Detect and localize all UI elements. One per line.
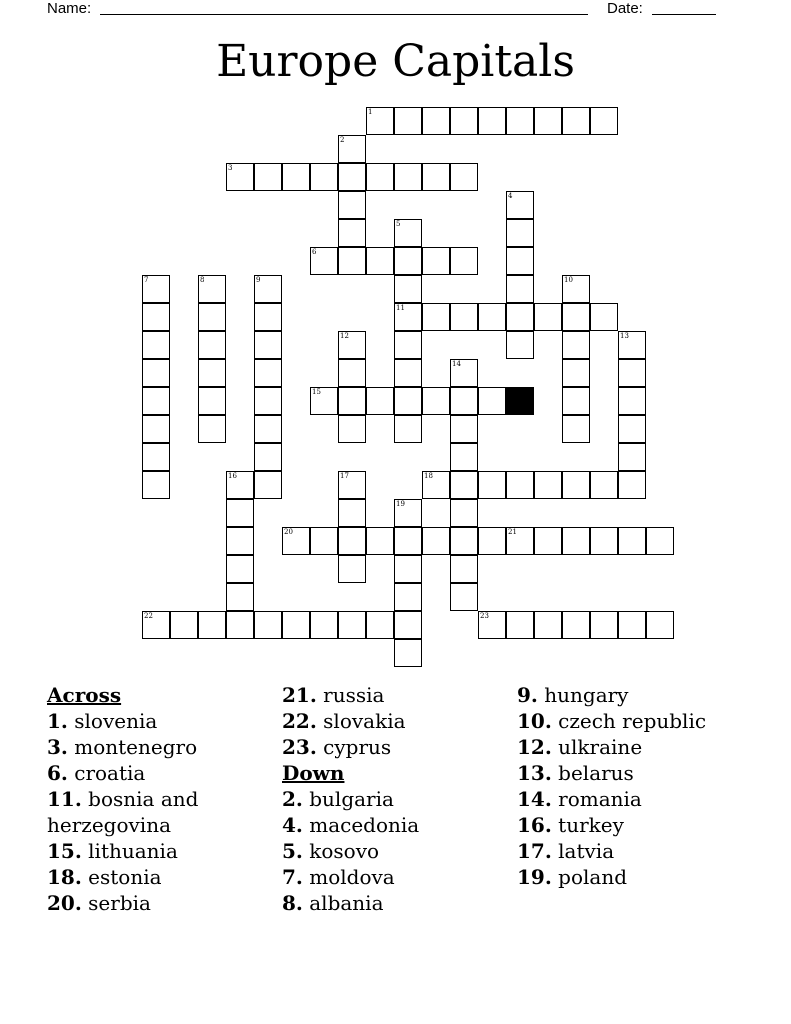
crossword-cell[interactable]	[254, 471, 282, 499]
cell-number: 7	[144, 276, 149, 284]
crossword-cell[interactable]	[226, 527, 254, 555]
crossword-cell[interactable]	[366, 387, 394, 415]
clue-answer-text: latvia	[551, 839, 615, 863]
crossword-cell[interactable]	[450, 583, 478, 611]
crossword-cell[interactable]	[506, 611, 534, 639]
clue-number: 1.	[47, 709, 68, 733]
crossword-cell[interactable]	[394, 387, 422, 415]
clue-number: 17.	[517, 839, 552, 863]
crossword-cell[interactable]	[282, 611, 310, 639]
crossword-cell[interactable]	[450, 247, 478, 275]
crossword-cell[interactable]	[562, 331, 590, 359]
clue-item	[47, 838, 277, 864]
crossword-cell[interactable]	[478, 303, 506, 331]
clue-answer-text: montenegro	[67, 735, 198, 759]
clue-item	[517, 838, 767, 864]
clue-item	[282, 864, 512, 890]
crossword-cell[interactable]	[394, 499, 422, 527]
crossword-cell[interactable]	[282, 163, 310, 191]
crossword-cell[interactable]	[534, 611, 562, 639]
clue-number: 6.	[47, 761, 68, 785]
crossword-cell[interactable]	[422, 247, 450, 275]
crossword-cell[interactable]	[618, 527, 646, 555]
crossword-cell[interactable]	[562, 359, 590, 387]
crossword-cell[interactable]	[646, 527, 674, 555]
crossword-cell[interactable]	[254, 611, 282, 639]
crossword-cell[interactable]	[142, 359, 170, 387]
crossword-cell[interactable]	[338, 359, 366, 387]
crossword-cell[interactable]	[198, 303, 226, 331]
crossword-cell[interactable]	[478, 387, 506, 415]
crossword-cell[interactable]	[422, 107, 450, 135]
clue-answer-text: serbia	[81, 891, 151, 915]
crossword-cell[interactable]	[254, 275, 282, 303]
crossword-cell[interactable]	[394, 611, 422, 639]
crossword-cell[interactable]	[142, 443, 170, 471]
crossword-cell[interactable]	[506, 247, 534, 275]
clue-item	[282, 838, 512, 864]
crossword-cell[interactable]	[338, 191, 366, 219]
clue-number: 21.	[282, 683, 317, 707]
clue-column-2	[282, 682, 512, 916]
down-heading: Down	[282, 761, 345, 785]
clue-number: 19.	[517, 865, 552, 889]
crossword-cell[interactable]	[394, 359, 422, 387]
clue-number: 15.	[47, 839, 82, 863]
clue-item	[47, 760, 277, 786]
crossword-cell[interactable]	[422, 527, 450, 555]
cell-number: 17	[340, 472, 349, 480]
clue-item	[517, 760, 767, 786]
clue-item	[517, 708, 767, 734]
clue-item	[282, 734, 512, 760]
crossword-cell[interactable]	[394, 331, 422, 359]
crossword-cell[interactable]	[394, 555, 422, 583]
crossword-cell[interactable]	[618, 611, 646, 639]
crossword-cell[interactable]	[450, 387, 478, 415]
clue-number: 4.	[282, 813, 303, 837]
crossword-cell[interactable]	[506, 331, 534, 359]
clue-answer-text: lithuania	[81, 839, 178, 863]
clue-number: 7.	[282, 865, 303, 889]
crossword-cell[interactable]	[534, 471, 562, 499]
clue-number: 14.	[517, 787, 552, 811]
crossword-cell[interactable]	[310, 387, 338, 415]
clue-answer-text: russia	[316, 683, 385, 707]
crossword-cell[interactable]	[506, 527, 534, 555]
clue-answer-text: slovakia	[316, 709, 406, 733]
cell-number: 23	[480, 612, 489, 620]
crossword-cell[interactable]	[590, 471, 618, 499]
crossword-cell[interactable]	[394, 415, 422, 443]
clue-number: 10.	[517, 709, 552, 733]
cell-number: 8	[200, 276, 205, 284]
crossword-cell[interactable]	[338, 555, 366, 583]
crossword-cell[interactable]	[310, 611, 338, 639]
cell-number: 16	[228, 472, 237, 480]
crossword-cell[interactable]	[338, 135, 366, 163]
crossword-cell[interactable]	[590, 611, 618, 639]
crossword-cell[interactable]	[142, 471, 170, 499]
cell-number: 4	[508, 192, 513, 200]
crossword-cell[interactable]	[534, 527, 562, 555]
clue-answer-text: czech republic	[551, 709, 707, 733]
clue-item	[47, 734, 277, 760]
crossword-cell[interactable]	[142, 611, 170, 639]
crossword-cell[interactable]	[534, 303, 562, 331]
crossword-cell[interactable]	[254, 163, 282, 191]
crossword-cell[interactable]	[338, 471, 366, 499]
clue-number: 12.	[517, 735, 552, 759]
crossword-cell[interactable]	[646, 611, 674, 639]
page-title: Europe Capitals	[216, 36, 575, 87]
clue-answer-text: turkey	[551, 813, 624, 837]
crossword-cell[interactable]	[198, 331, 226, 359]
clue-item	[47, 864, 277, 890]
clue-answer-text: moldova	[302, 865, 395, 889]
crossword-cell[interactable]	[450, 443, 478, 471]
cell-number: 14	[452, 360, 461, 368]
crossword-cell[interactable]	[338, 247, 366, 275]
date-label: Date:	[607, 0, 643, 17]
crossword-cell[interactable]	[338, 331, 366, 359]
crossword-cell[interactable]	[562, 611, 590, 639]
clue-number: 20.	[47, 891, 82, 915]
cell-number: 9	[256, 276, 261, 284]
crossword-cell[interactable]	[478, 527, 506, 555]
across-heading: Across	[47, 683, 122, 707]
crossword-cell[interactable]	[338, 527, 366, 555]
crossword-cell[interactable]	[142, 415, 170, 443]
clue-item	[517, 786, 767, 812]
clue-number: 16.	[517, 813, 552, 837]
crossword-cell[interactable]	[254, 415, 282, 443]
cell-number: 5	[396, 220, 401, 228]
clue-item	[282, 786, 512, 812]
clue-item	[47, 786, 277, 838]
crossword-cell[interactable]	[562, 471, 590, 499]
clue-answer-text: ulkraine	[551, 735, 643, 759]
crossword-cell[interactable]	[338, 499, 366, 527]
crossword-cell[interactable]	[338, 415, 366, 443]
crossword-cell[interactable]	[506, 107, 534, 135]
crossword-cell[interactable]	[422, 471, 450, 499]
crossword-cell[interactable]	[254, 443, 282, 471]
cell-number: 11	[396, 304, 405, 312]
crossword-cell[interactable]	[618, 471, 646, 499]
cell-number: 20	[284, 528, 293, 536]
crossword-cell[interactable]	[450, 499, 478, 527]
crossword-cell[interactable]	[198, 415, 226, 443]
crossword-cell[interactable]	[198, 359, 226, 387]
crossword-cell[interactable]	[478, 107, 506, 135]
crossword-cell[interactable]	[310, 247, 338, 275]
crossword-cell[interactable]	[506, 219, 534, 247]
crossword-cell[interactable]	[338, 163, 366, 191]
crossword-cell[interactable]	[450, 163, 478, 191]
crossword-cell[interactable]	[226, 471, 254, 499]
crossword-cell[interactable]	[226, 499, 254, 527]
crossword-cell[interactable]	[562, 303, 590, 331]
crossword-cell[interactable]	[394, 527, 422, 555]
clue-number: 11.	[47, 787, 82, 811]
clue-column-1	[47, 682, 277, 916]
clue-answer-text: poland	[551, 865, 628, 889]
clue-item	[47, 708, 277, 734]
cell-number: 10	[564, 276, 573, 284]
down-clue-list-continued	[517, 682, 767, 890]
clue-number: 22.	[282, 709, 317, 733]
crossword-cell[interactable]	[562, 107, 590, 135]
crossword-cell[interactable]	[450, 359, 478, 387]
clue-item	[517, 812, 767, 838]
crossword-cell[interactable]	[534, 107, 562, 135]
crossword-cell[interactable]	[254, 331, 282, 359]
cell-number: 22	[144, 612, 153, 620]
crossword-cell[interactable]	[226, 555, 254, 583]
clue-answer-text: croatia	[67, 761, 146, 785]
clue-number: 18.	[47, 865, 82, 889]
crossword-cell[interactable]	[506, 471, 534, 499]
cell-number: 15	[312, 388, 321, 396]
crossword-cell[interactable]	[226, 611, 254, 639]
crossword-cell[interactable]	[450, 527, 478, 555]
cell-number: 19	[396, 500, 405, 508]
clue-number: 5.	[282, 839, 303, 863]
cell-number: 12	[340, 332, 349, 340]
clue-answer-text: kosovo	[302, 839, 380, 863]
shaded-square	[506, 387, 534, 415]
clue-answer-text: romania	[551, 787, 642, 811]
crossword-cell[interactable]	[142, 275, 170, 303]
crossword-cell[interactable]	[310, 163, 338, 191]
clue-answer-text: hungary	[537, 683, 629, 707]
clue-answer-text: cyprus	[316, 735, 392, 759]
crossword-cell[interactable]	[450, 107, 478, 135]
crossword-cell[interactable]	[254, 303, 282, 331]
crossword-cell[interactable]	[562, 275, 590, 303]
crossword-cell[interactable]	[394, 163, 422, 191]
crossword-cell[interactable]	[142, 387, 170, 415]
crossword-cell[interactable]	[366, 163, 394, 191]
crossword-cell[interactable]	[562, 387, 590, 415]
crossword-cell[interactable]	[254, 387, 282, 415]
crossword-cell[interactable]	[422, 163, 450, 191]
cell-number: 1	[368, 108, 373, 116]
crossword-cell[interactable]	[366, 107, 394, 135]
crossword-cell[interactable]	[170, 611, 198, 639]
clue-item	[282, 812, 512, 838]
crossword-cell[interactable]	[198, 387, 226, 415]
crossword-cell[interactable]	[394, 219, 422, 247]
clue-number: 9.	[517, 683, 538, 707]
cell-number: 2	[340, 136, 345, 144]
crossword-cell[interactable]	[198, 611, 226, 639]
crossword-cell[interactable]	[618, 415, 646, 443]
crossword-cell[interactable]	[366, 611, 394, 639]
cell-number: 18	[424, 472, 433, 480]
crossword-cell[interactable]	[450, 555, 478, 583]
crossword-cell[interactable]	[618, 331, 646, 359]
crossword-cell[interactable]	[282, 527, 310, 555]
down-clue-list	[282, 786, 512, 916]
crossword-cell[interactable]	[198, 275, 226, 303]
crossword-cell[interactable]	[394, 639, 422, 667]
crossword-cell[interactable]	[366, 247, 394, 275]
crossword-cell[interactable]	[506, 275, 534, 303]
crossword-cell[interactable]	[478, 611, 506, 639]
crossword-cell[interactable]	[310, 527, 338, 555]
cell-number: 13	[620, 332, 629, 340]
crossword-cell[interactable]	[394, 107, 422, 135]
crossword-cell[interactable]	[422, 387, 450, 415]
across-clue-list	[47, 708, 277, 916]
clue-answer-text: belarus	[551, 761, 634, 785]
clue-answer-text: macedonia	[302, 813, 420, 837]
across-clue-list-continued	[282, 682, 512, 760]
crossword-cell[interactable]	[142, 303, 170, 331]
crossword-cell[interactable]	[422, 303, 450, 331]
crossword-cell[interactable]	[338, 387, 366, 415]
clue-column-3	[517, 682, 767, 890]
crossword-cell[interactable]	[590, 527, 618, 555]
clue-item	[282, 890, 512, 916]
clue-item	[517, 734, 767, 760]
clue-item	[517, 864, 767, 890]
crossword-cell[interactable]	[450, 471, 478, 499]
clue-answer-text: estonia	[81, 865, 162, 889]
crossword-cell[interactable]	[562, 415, 590, 443]
crossword-cell[interactable]	[450, 303, 478, 331]
name-label: Name:	[47, 0, 92, 17]
clue-answer-text: slovenia	[67, 709, 158, 733]
crossword-cell[interactable]	[226, 163, 254, 191]
clue-number: 8.	[282, 891, 303, 915]
clue-number: 23.	[282, 735, 317, 759]
crossword-cell[interactable]	[338, 219, 366, 247]
cell-number: 21	[508, 528, 517, 536]
clue-answer-text: bulgaria	[302, 787, 394, 811]
crossword-cell[interactable]	[254, 359, 282, 387]
crossword-cell[interactable]	[142, 331, 170, 359]
crossword-cell[interactable]	[450, 415, 478, 443]
crossword-cell[interactable]	[618, 387, 646, 415]
crossword-cell[interactable]	[394, 275, 422, 303]
crossword-cell[interactable]	[394, 247, 422, 275]
clue-number: 3.	[47, 735, 68, 759]
crossword-cell[interactable]	[394, 583, 422, 611]
crossword-cell[interactable]	[338, 611, 366, 639]
crossword-cell[interactable]	[562, 527, 590, 555]
crossword-cell[interactable]	[618, 359, 646, 387]
clue-number: 2.	[282, 787, 303, 811]
clue-answer-text: albania	[302, 891, 384, 915]
crossword-cell[interactable]	[226, 583, 254, 611]
crossword-cell[interactable]	[506, 303, 534, 331]
clue-number: 13.	[517, 761, 552, 785]
crossword-cell[interactable]	[590, 107, 618, 135]
crossword-cell[interactable]	[506, 191, 534, 219]
cell-number: 6	[312, 248, 317, 256]
cell-number: 3	[228, 164, 233, 172]
clue-item	[517, 682, 767, 708]
clue-item	[47, 890, 277, 916]
crossword-cell[interactable]	[394, 303, 422, 331]
crossword-cell[interactable]	[590, 303, 618, 331]
crossword-cell[interactable]	[478, 471, 506, 499]
clue-item	[282, 708, 512, 734]
clue-item	[282, 682, 512, 708]
crossword-cell[interactable]	[618, 443, 646, 471]
crossword-cell[interactable]	[366, 527, 394, 555]
clue-answer-text: bosnia and herzegovina	[47, 787, 199, 837]
